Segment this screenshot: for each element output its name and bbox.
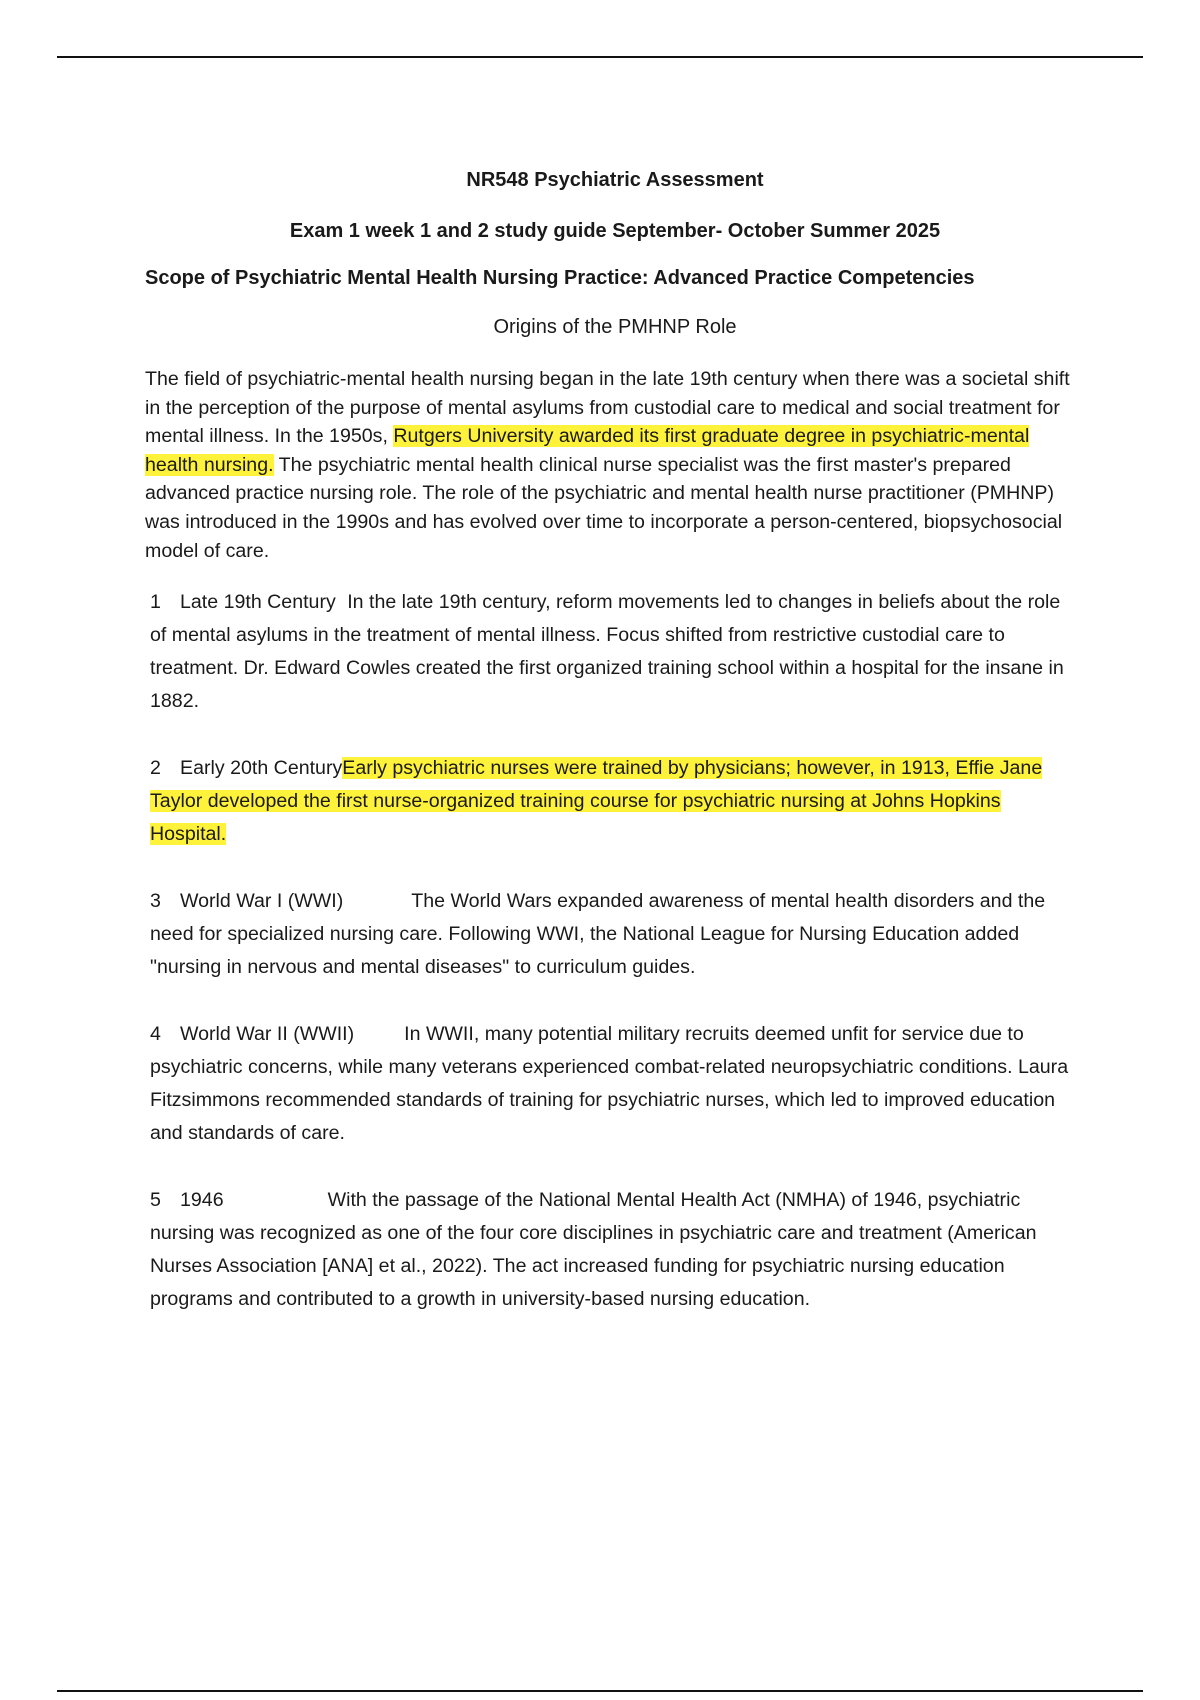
document-page bbox=[145, 168, 1085, 1350]
entry-number: 1 bbox=[150, 591, 161, 614]
entry-number: 2 bbox=[150, 757, 161, 780]
entry-era: 1946 bbox=[180, 1189, 224, 1212]
entry-number: 3 bbox=[150, 890, 161, 913]
scope-title: Scope of Psychiatric Mental Health Nursing Practice: Advanced Practice Competencies bbox=[145, 267, 975, 289]
entry-era: World War II (WWII) bbox=[180, 1023, 355, 1046]
entry-text: With the passage of the National Mental Health Act (NMHA) of 1946, psychiatric nursing was recognized as one of the four core disciplines in psychiatric care and treatment (American Nurses Association [ANA] et al., 2022). The act increased funding for psychiatric nursing education programs and contributed to a growth in university-based nursing education. bbox=[150, 1189, 1037, 1311]
entry-era: World War I (WWI) bbox=[180, 890, 344, 913]
intro-text-start: The field of psychiatric-mental health nursing began in the late 19th century when there was a societal shift in the perception of the purpose of mental asylums from custodial care to medical and social treatment for mental illness. In the 1950s, bbox=[145, 368, 1070, 448]
entry-text: In WWII, many potential military recruits deemed unfit for service due to psychiatric concerns, while many veterans experienced combat-related neuropsychiatric conditions. Laura Fitzsimmons recommended standards of training for psychiatric nurses, which led to improved education and standards of care. bbox=[150, 1023, 1069, 1145]
entry-text: In the late 19th century, reform movements led to changes in beliefs about the role of mental asylums in the treatment of mental illness. Focus shifted from restrictive custodial care to treatment. Dr. Edward Cowles created the first organized training school within a hospital for the insane in 1882. bbox=[150, 591, 1064, 713]
top-rule bbox=[57, 56, 1143, 58]
timeline-entry-2 bbox=[150, 752, 1080, 851]
entry-era: Early 20th Century bbox=[180, 757, 343, 780]
entry-number: 5 bbox=[150, 1189, 161, 1212]
intro-highlight: Rutgers University awarded its first graduate degree in psychiatric-mental health nursing. bbox=[145, 425, 1030, 476]
timeline-entry-1 bbox=[150, 586, 1080, 718]
entry-number: 4 bbox=[150, 1023, 161, 1046]
bottom-rule bbox=[57, 1690, 1143, 1692]
entry-text-highlight: Early psychiatric nurses were trained by physicians; however, in 1913, Effie Jane Taylor developed the first nurse-organized training course for psychiatric nursing at Johns Hopkins Hospital. bbox=[150, 757, 1043, 846]
timeline-entry-4 bbox=[150, 1018, 1080, 1150]
entry-text: The World Wars expanded awareness of mental health disorders and the need for specialized nursing care. Following WWI, the National League for Nursing Education added "nursing in nervous and mental diseases" to curriculum guides. bbox=[150, 890, 1046, 979]
intro-paragraph bbox=[145, 365, 1085, 565]
course-title: NR548 Psychiatric Assessment bbox=[466, 169, 764, 191]
exam-title: Exam 1 week 1 and 2 study guide September- October Summer 2025 bbox=[289, 220, 941, 242]
timeline-entry-5 bbox=[150, 1184, 1080, 1316]
section-title: Origins of the PMHNP Role bbox=[493, 316, 737, 338]
timeline-list bbox=[150, 586, 1085, 1316]
intro-text-end: The psychiatric mental health clinical nurse specialist was the first master's prepared advanced practice nursing role. The role of the psychiatric and mental health nurse practitioner (PMHNP) was introduced in the 1990s and has evolved over time to incorporate a person-centered, biopsychosocial model of care. bbox=[145, 453, 1063, 562]
timeline-entry-3 bbox=[150, 885, 1080, 984]
entry-era: Late 19th Century bbox=[180, 591, 336, 614]
